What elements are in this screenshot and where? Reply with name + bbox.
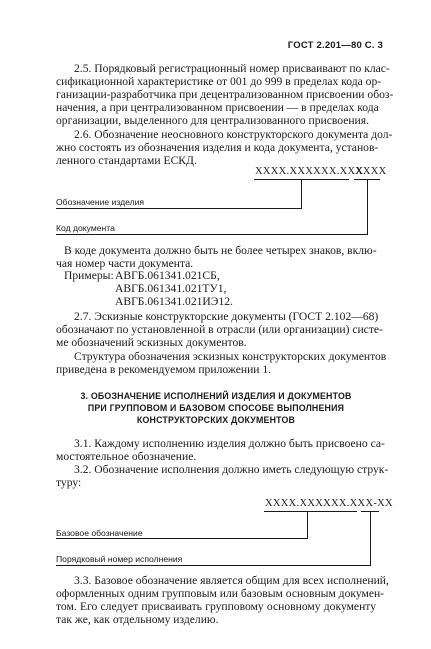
schema2-underline-base [264, 511, 357, 512]
schema2-baseline-base [56, 538, 308, 539]
example-item: АВГБ.061341.021ИЭ12. [115, 295, 233, 308]
text-line: туру: [56, 476, 82, 489]
schema1-baseline-item [56, 208, 302, 209]
text-line: 3.1. Каждому исполнению изделия должно быть присвоено са- [74, 437, 385, 450]
page-header: ГОСТ 2.201—80 С. 3 [287, 40, 383, 51]
schema2-leader-num [370, 511, 371, 565]
paragraph-sketch-structure [56, 350, 387, 376]
text-line: том. Его следует присваивать групповому основному документу [56, 600, 376, 613]
schema2-label-num: Порядковый номер исполнения [56, 554, 183, 564]
text-line: Структура обозначения эскизных конструкторских документов [74, 350, 387, 363]
text-line: 3.3. Базовое обозначение является общим для всех исполнений, [74, 574, 389, 587]
paragraph-2-7 [56, 310, 383, 349]
schema1-leader-doc [367, 179, 368, 234]
section-3-heading [56, 390, 376, 426]
schema2-baseline-num [56, 565, 371, 566]
text-line: ме обозначений эскизных документов. [56, 336, 247, 349]
schema1-code-doc: ХХХХ [355, 166, 387, 177]
text-line: чая номер части документа. [56, 257, 194, 270]
example-item: АВГБ.061341.021ТУ1, [115, 282, 227, 295]
text-line: оформленных одним групповым или базовым основным докумен- [56, 587, 385, 600]
text-line: сификационной характеристике от 001 до 999 в пределах кода ор- [56, 75, 382, 88]
examples-label: Примеры: [64, 269, 114, 282]
text-line: приведена в рекомендуемом приложении 1. [56, 363, 272, 376]
schema2-code: ХХХХ.ХХХХХХ.ХХХ-ХХ [265, 498, 393, 509]
heading-line: КОНСТРУКТОРСКИХ ДОКУМЕНТОВ [136, 415, 296, 425]
schema1-code-main: ХХХХ.ХХХХХХ.ХХХ [255, 166, 364, 177]
schema2-leader-base [307, 511, 308, 538]
text-line: 2.5. Порядковый регистрационный номер присваивают по клас- [74, 62, 390, 75]
heading-line: 3. ОБОЗНАЧЕНИЕ ИСПОЛНЕНИЙ ИЗДЕЛИЯ И ДОКУМЕНТОВ [80, 391, 352, 401]
text-line: жно состоять из обозначения изделия и кода документа, установ- [56, 141, 379, 154]
text-line: В коде документа должно быть не более четырех знаков, вклю- [64, 244, 377, 257]
paragraph-2-6 [56, 128, 393, 167]
paragraph-3-2 [56, 463, 389, 489]
text-line: 2.7. Эскизные конструкторские документы (ГОСТ 2.102—68) [74, 310, 379, 323]
schema1-leader-item [301, 179, 302, 208]
text-line: начения, а при централизованном присвоении — в пределах кода [56, 101, 379, 114]
text-line: 2.6. Обозначение неосновного конструкторского документа дол- [74, 128, 393, 141]
heading-line: ПРИ ГРУППОВОМ И БАЗОВОМ СПОСОБЕ ВЫПОЛНЕНИЯ [87, 403, 345, 413]
schema1-label-doc: Код документа [56, 223, 115, 233]
paragraph-code-length [56, 244, 376, 270]
paragraph-3-1 [56, 437, 385, 463]
example-item: АВГБ.061341.021СБ, [115, 269, 220, 282]
text-line: 3.2. Обозначение исполнения должно иметь следующую струк- [74, 463, 389, 476]
schema1-baseline-doc [56, 234, 368, 235]
text-line: организации, выделенного для централизованного присвоения. [56, 114, 369, 127]
schema1-label-item: Обозначение изделия [56, 197, 145, 207]
paragraph-3-3 [56, 574, 389, 626]
text-line: мостоятельное обозначение. [56, 450, 197, 463]
text-line: так же, как отдельному изделию. [56, 613, 219, 626]
text-line: обозначают по установленной в отрасли (или организации) систе- [56, 323, 383, 336]
text-line: ганизации-разработчика при децентрализованном присвоении обоз- [56, 88, 394, 101]
paragraph-2-5 [56, 62, 394, 127]
text-line: ленного стандартами ЕСКД. [56, 154, 197, 167]
schema2-label-base: Базовое обозначение [56, 528, 143, 538]
